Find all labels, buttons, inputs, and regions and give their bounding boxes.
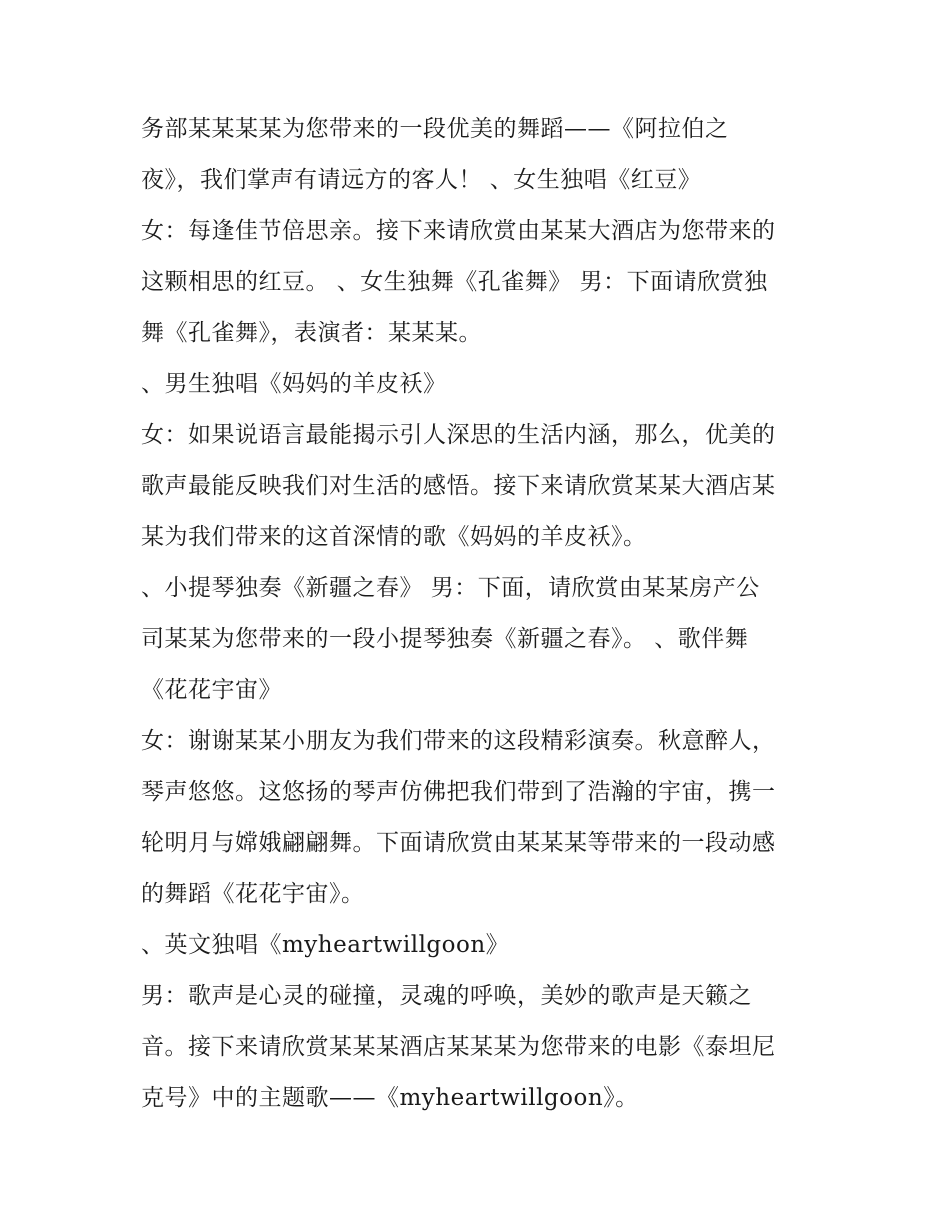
text-line: 、男生独唱《妈妈的羊皮袄》 — [141, 371, 447, 397]
text-line: 夜》，我们掌声有请远方的客人！ 、女生独唱《红豆》 — [141, 167, 702, 193]
text-line: 、英文独唱《myheartwillgoon》 — [141, 932, 510, 958]
text-line: 舞《孔雀舞》，表演者：某某某。 — [141, 320, 482, 346]
text-line: 务部某某某某为您带来的一段优美的舞蹈——《阿拉伯之 — [141, 116, 729, 142]
text-line: 的舞蹈《花花宇宙》。 — [141, 881, 365, 907]
text-line: 男：歌声是心灵的碰撞，灵魂的呼唤，美妙的歌声是天籁之 — [141, 983, 752, 1009]
document-body — [141, 104, 821, 1124]
text-line: 、小提琴独奏《新疆之春》 男：下面，请欣赏由某某房产公 — [141, 575, 760, 601]
text-line: 这颗相思的红豆。 、女生独舞《孔雀舞》 男：下面请欣赏独 — [141, 269, 768, 295]
text-line: 《花花宇宙》 — [141, 677, 282, 703]
text-line: 司某某为您带来的一段小提琴独奏《新疆之春》。 、歌伴舞 — [141, 626, 749, 652]
text-line: 轮明月与嫦娥翩翩舞。下面请欣赏由某某某等带来的一段动感 — [141, 830, 776, 856]
text-line: 音。接下来请欣赏某某某酒店某某某为您带来的电影《泰坦尼 — [141, 1034, 776, 1060]
text-line: 克号》中的主题歌——《myheartwillgoon》。 — [141, 1085, 639, 1111]
text-line: 某为我们带来的这首深情的歌《妈妈的羊皮袄》。 — [141, 524, 647, 550]
text-line: 琴声悠悠。这悠扬的琴声仿佛把我们带到了浩瀚的宇宙，携一 — [141, 779, 776, 805]
text-line: 女：谢谢某某小朋友为我们带来的这段精彩演奏。秋意醉人， — [141, 728, 776, 754]
text-line: 歌声最能反映我们对生活的感悟。接下来请欣赏某某大酒店某 — [141, 473, 776, 499]
text-line: 女：每逢佳节倍思亲。接下来请欣赏由某某大酒店为您带来的 — [141, 218, 776, 244]
text-line: 女：如果说语言最能揭示引人深思的生活内涵，那么，优美的 — [141, 422, 776, 448]
